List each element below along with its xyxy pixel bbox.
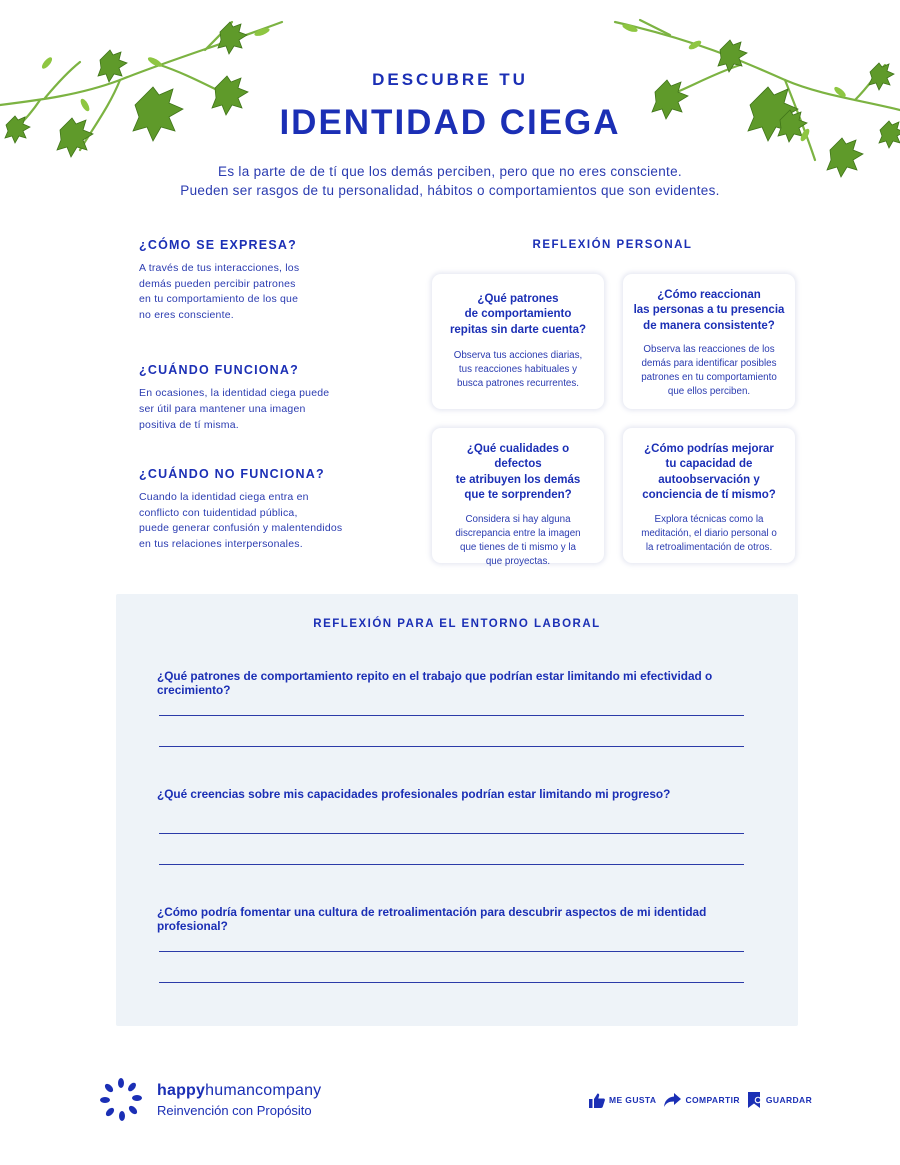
text-line: no eres consciente. — [139, 308, 234, 321]
text-line: busca patrones recurrentes. — [457, 378, 579, 390]
text-line: Observa las reacciones de los — [643, 344, 775, 356]
text-line: en tu comportamiento de los que — [139, 293, 299, 306]
card-description — [633, 343, 785, 399]
intro-line: Es la parte de de tí que los demás perciben, pero que no eres consciente. — [218, 164, 682, 179]
work-question: ¿Qué creencias sobre mis capacidades profesionales podrían estar limitando mi progreso? — [157, 787, 671, 801]
reflexion-card — [432, 428, 604, 567]
work-question: ¿Qué patrones de comportamiento repito en el trabajo que podrían estar limitando mi efectividad o crecimiento? — [157, 669, 713, 697]
text-line: autoobservación y — [658, 473, 760, 486]
text-line: repitas sin darte cuenta? — [449, 323, 587, 336]
text-line: que tienes de ti mismo y la — [460, 541, 576, 553]
section-como-se-expresa — [139, 238, 369, 323]
answer-line[interactable] — [159, 746, 744, 747]
card-description — [442, 513, 594, 569]
section-text — [139, 386, 369, 433]
card-question — [633, 288, 785, 334]
section-heading: ¿CUÁNDO NO FUNCIONA? — [139, 467, 325, 482]
answer-line[interactable] — [159, 715, 744, 716]
action-bar — [589, 1092, 820, 1108]
text-line: demás para identificar posibles — [641, 358, 777, 370]
text-line: puede generar confusión y malentendidos — [139, 522, 343, 535]
text-line: demás pueden percibir patrones — [139, 277, 296, 290]
save-button[interactable] — [748, 1092, 812, 1108]
text-line: que ellos perciben. — [667, 386, 751, 398]
card-description — [633, 513, 785, 555]
section-heading: ¿CÓMO SE EXPRESA? — [139, 238, 297, 252]
text-line: discrepancia entre la imagen — [455, 527, 581, 539]
work-reflection-panel — [116, 594, 798, 1026]
work-question: ¿Cómo podría fomentar una cultura de retroalimentación para descubrir aspectos de mi identidad profesional? — [157, 905, 707, 933]
save-label: GUARDAR — [765, 1095, 813, 1105]
intro-text — [0, 162, 900, 200]
brand-happy: happy — [157, 1082, 206, 1099]
section-cuando-no-funciona — [139, 467, 369, 552]
brand-company: company — [255, 1082, 322, 1099]
text-line: que proyectas. — [485, 555, 551, 567]
text-line: Observa tus acciones diarias, — [453, 350, 583, 362]
text-line: la retroalimentación de otros. — [645, 541, 773, 553]
text-line: Cuando la identidad ciega entra en — [139, 491, 309, 504]
share-button[interactable] — [664, 1093, 739, 1107]
like-button[interactable] — [589, 1093, 656, 1108]
thumbs-up-icon — [589, 1093, 605, 1108]
reflexion-card — [432, 274, 604, 409]
answer-line[interactable] — [159, 864, 744, 865]
section-heading: ¿CUÁNDO FUNCIONA? — [139, 363, 299, 378]
text-line: tu capacidad de — [665, 458, 753, 471]
text-line: ¿Cómo reaccionan — [657, 289, 761, 301]
text-line: conflicto con tuidentidad pública, — [139, 506, 298, 519]
text-line: Explora técnicas como la — [654, 513, 764, 525]
intro-line: Pueden ser rasgos de tu personalidad, hábitos o comportamientos que son evidentes. — [180, 183, 720, 198]
card-description — [442, 349, 594, 391]
text-line: de comportamiento — [464, 308, 572, 321]
card-question — [442, 442, 594, 504]
text-line: ¿Cómo podrías mejorar — [644, 443, 774, 455]
text-line: de manera consistente? — [643, 319, 775, 332]
text-line: ¿Qué patrones — [477, 293, 559, 305]
answer-line[interactable] — [159, 982, 744, 983]
section-text — [139, 261, 369, 323]
page-title: IDENTIDAD CIEGA — [279, 103, 621, 142]
text-line: tus reacciones habituales y — [458, 364, 578, 376]
page-subtitle: DESCUBRE TU — [372, 70, 528, 89]
text-line: meditación, el diario personal o — [641, 527, 777, 539]
text-line: ¿Qué cualidades o defectos — [466, 443, 570, 471]
logo-dots-icon — [97, 1077, 145, 1123]
text-line: que te sorprenden? — [464, 489, 572, 502]
brand-tagline: Reinvención con Propósito — [157, 1103, 312, 1118]
text-line: En ocasiones, la identidad ciega puede — [139, 387, 330, 400]
card-question — [442, 292, 594, 338]
text-line: Considera si hay alguna — [465, 513, 571, 525]
brand-name — [157, 1082, 321, 1100]
text-line: patrones en tu comportamiento — [641, 372, 777, 384]
text-line: conciencia de tí mismo? — [642, 489, 776, 502]
answer-line[interactable] — [159, 833, 744, 834]
share-arrow-icon — [664, 1093, 681, 1107]
text-line: ser útil para mantener una imagen — [139, 402, 306, 415]
left-column — [139, 238, 369, 553]
reflexion-card — [623, 274, 795, 409]
text-line: te atribuyen los demás — [455, 473, 581, 486]
section-text — [139, 490, 369, 552]
answer-line[interactable] — [159, 951, 744, 952]
text-line: positiva de tí misma. — [139, 418, 239, 431]
text-line: las personas a tu presencia — [633, 304, 785, 317]
card-question — [633, 442, 785, 504]
bookmark-icon — [748, 1092, 762, 1108]
share-label: COMPARTIR — [685, 1095, 740, 1105]
work-reflection-title: REFLEXIÓN PARA EL ENTORNO LABORAL — [313, 618, 601, 630]
brand-human: human — [205, 1082, 256, 1099]
text-line: en tus relaciones interpersonales. — [139, 537, 303, 550]
reflexion-card — [623, 428, 795, 563]
text-line: A través de tus interacciones, los — [139, 262, 300, 274]
section-cuando-funciona — [139, 363, 369, 433]
like-label: ME GUSTA — [609, 1095, 657, 1105]
reflexion-personal-title: REFLEXIÓN PERSONAL — [532, 239, 693, 251]
